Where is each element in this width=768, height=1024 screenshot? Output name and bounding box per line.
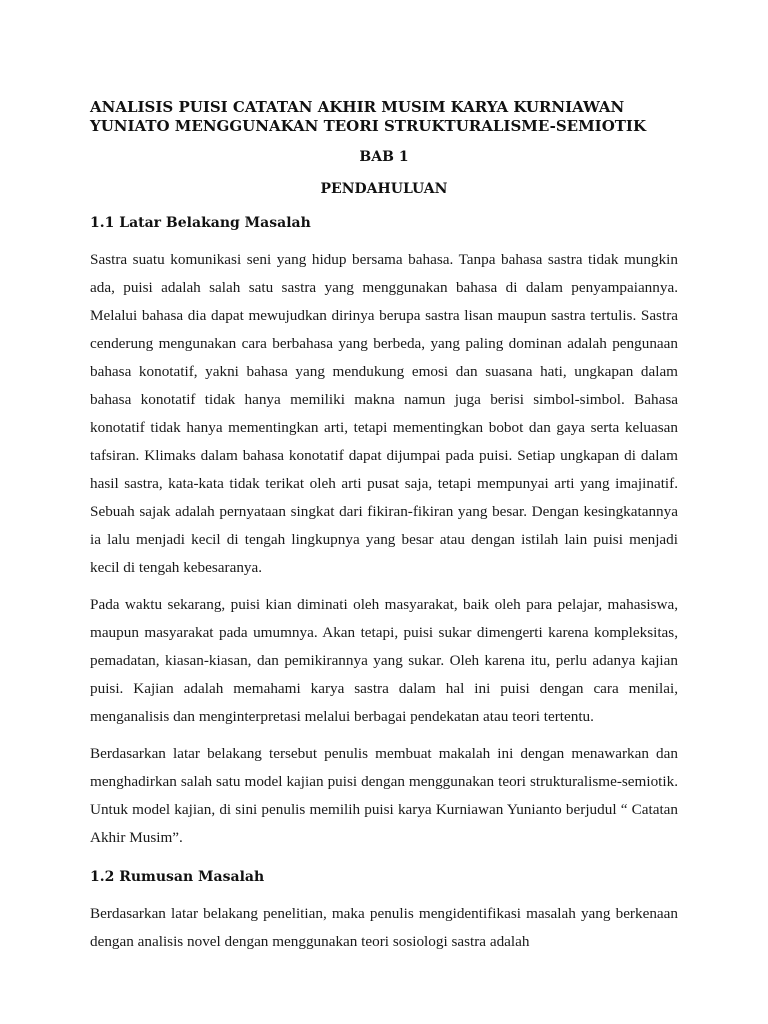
document-title-line-1: ANALISIS PUISI CATATAN AKHIR MUSIM KARYA KURNIAWAN xyxy=(90,98,625,116)
paragraph: Berdasarkan latar belakang tersebut penulis membuat makalah ini dengan menawarkan dan menghadirkan salah satu model kajian puisi dengan menggunakan teori strukturalisme-semiotik. Untuk model kajian, di sini penulis memilih puisi karya Kurniawan Yunianto berjudul “ Catatan Akhir Musim”. xyxy=(90,745,678,846)
paragraph: Sastra suatu komunikasi seni yang hidup bersama bahasa. Tanpa bahasa sastra tidak mungkin ada, puisi adalah salah satu sastra yang menggunakan bahasa di dalam penyampaiannya. Melalui bahasa dia dapat mewujudkan dirinya berupa sastra lisan maupun sastra tertulis. Sastra cenderung mengunakan cara berbahasa yang berbeda, yang paling dominan adalah pengunaan bahasa konotatif, yakni bahasa yang mendukung emosi dan suasana hati, ungkapan dalam bahasa konotatif tidak hanya memiliki makna namun juga berisi simbol-simbol. Bahasa konotatif tidak hanya mementingkan arti, tetapi mementingkan bobot dan gaya serta keluasan tafsiran. Klimaks dalam bahasa konotatif dapat dijumpai pada puisi. Setiap ungkapan di dalam hasil sastra, kata-kata tidak terikat oleh arti pusat saja, tetapi mempunyai arti yang imajinatif. Sebuah sajak adalah pernyataan singkat dari fikiran-fikiran yang besar. Dengan kesingkatannya ia lalu menjadi kecil di tengah lingkupnya yang besar atau dengan istilah lain puisi menjadi kecil di tengah kebesaranya. xyxy=(90,251,678,576)
document-body xyxy=(90,98,678,956)
document-title xyxy=(90,98,678,136)
chapter-title: PENDAHULUAN xyxy=(320,181,448,197)
section-heading-latar-belakang: 1.1 Latar Belakang Masalah xyxy=(90,215,311,231)
chapter-number: BAB 1 xyxy=(359,149,409,165)
section-heading-rumusan-masalah: 1.2 Rumusan Masalah xyxy=(90,869,265,885)
document-title-line-2: YUNIATO MENGGUNAKAN TEORI STRUKTURALISME-SEMIOTIK xyxy=(90,117,646,135)
paragraph: Berdasarkan latar belakang penelitian, maka penulis mengidentifikasi masalah yang berkenaan dengan analisis novel dengan menggunakan teori sosiologi sastra adalah xyxy=(90,905,678,950)
paragraph: Pada waktu sekarang, puisi kian diminati oleh masyarakat, baik oleh para pelajar, mahasiswa, maupun masyarakat pada umumnya. Akan tetapi, puisi sukar dimengerti karena kompleksitas, pemadatan, kiasan-kiasan, dan pemikirannya yang sukar. Oleh karena itu, perlu adanya kajian puisi. Kajian adalah memahami karya sastra dalam hal ini puisi dengan cara menilai, menganalisis dan menginterpretasi melalui berbagai pendekatan atau teori tertentu. xyxy=(90,596,678,725)
